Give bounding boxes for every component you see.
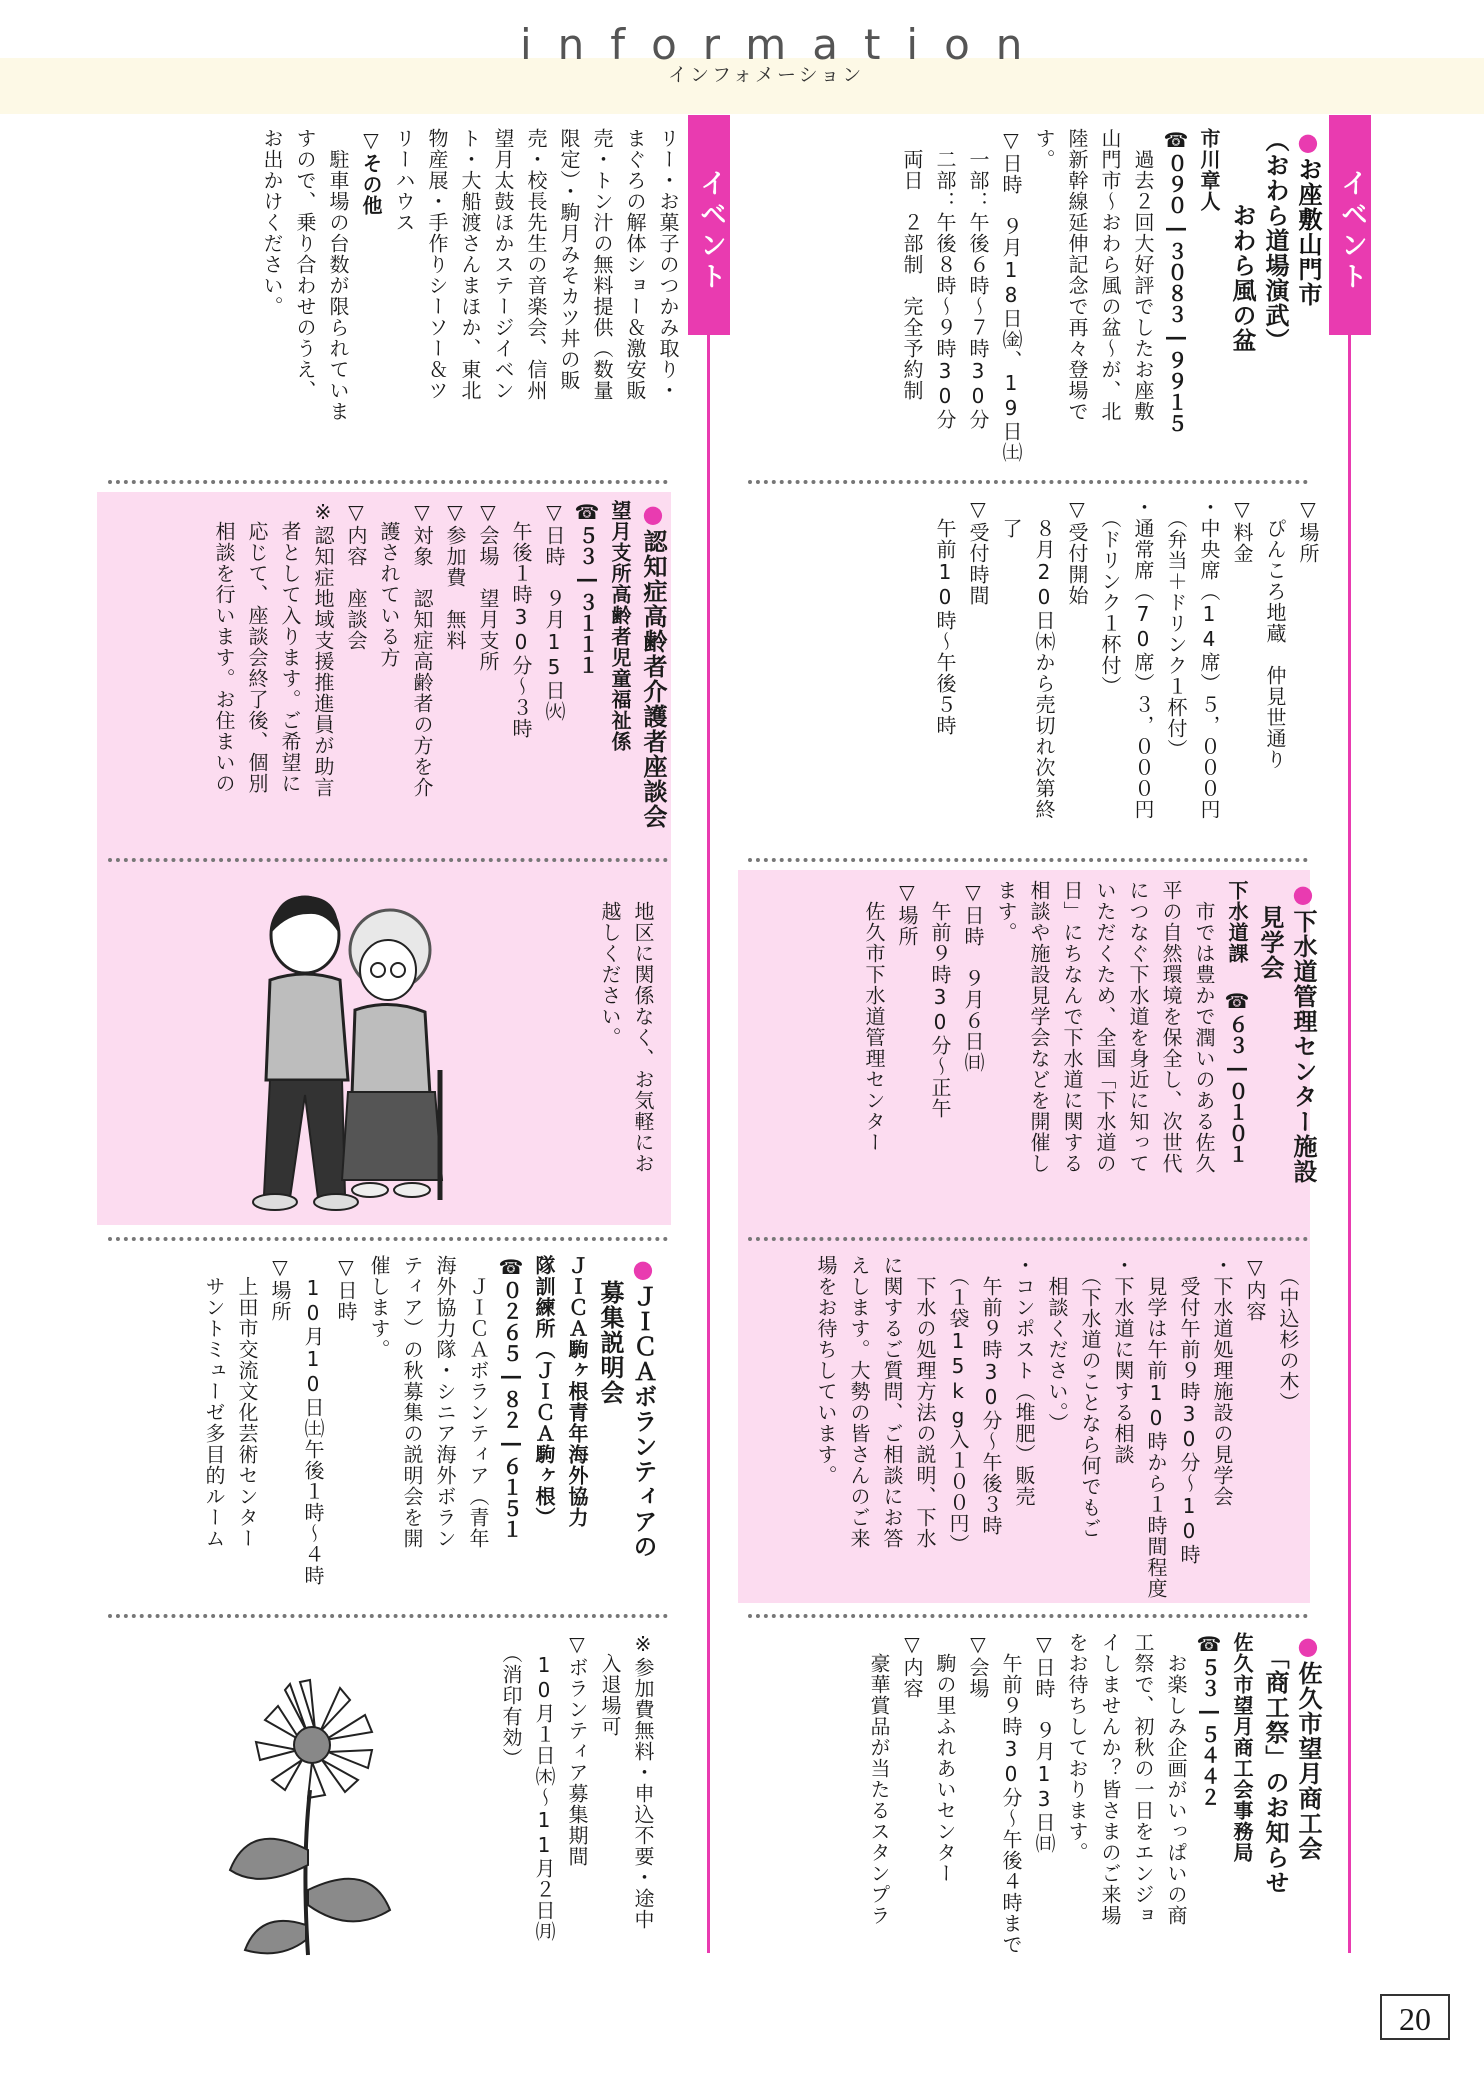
ninchisho-note: 越しください。 (598, 880, 622, 1048)
gesuido-content-line: ・コンポスト（堆肥）販売 (1012, 1255, 1036, 1507)
ozashiki-title (1291, 128, 1324, 473)
header-subtitle: インフォメーション (668, 64, 865, 86)
ozashiki-fee-line: （弁当＋ドリンク１杯付） (1164, 497, 1188, 760)
bullet-icon: ● (1289, 880, 1317, 909)
shokosai-content-line: ト・大船渡さんまほか、東北 (458, 128, 482, 401)
ozashiki-fee: ▽料金 (1230, 497, 1254, 564)
gesuido-title-2: 見学会 (1256, 880, 1284, 980)
gesuido-body: いただくため、全国「下水道の (1093, 880, 1117, 1174)
ozashiki-second (928, 497, 1324, 847)
ninchisho-date-line: 午後１時30分～３時 (509, 500, 533, 739)
ozashiki-body: 陸新幹線延伸記念で再々登場で (1065, 128, 1089, 422)
ozashiki-contact: 市川章人 (1197, 128, 1221, 212)
jica-contact-2: 隊訓練所（ＪＩＣＡ駒ヶ根） (532, 1255, 556, 1528)
bullet-icon: ● (639, 500, 667, 529)
gesuido-content-line: （下水道のことなら何でもご (1078, 1255, 1102, 1539)
title-text: お座敷山門市 (1294, 157, 1322, 307)
ninchisho-note: 応じて、座談会終了後、個別 (245, 500, 269, 794)
shokosai-place-line: 駒の里ふれあいセンター (933, 1632, 957, 1884)
ninchisho-target: ▽対象 認知症高齢者の方を介 (410, 500, 434, 798)
ozashiki-start-line: ８月20日㈭から売切れ次第終 (1032, 497, 1056, 820)
ninchisho-note: 者として入ります。ご希望に (278, 500, 302, 794)
separator (108, 1237, 668, 1241)
bullet-icon: ● (629, 1255, 657, 1284)
ozashiki-phone: ☎０９０―３０８３―９９１５ (1164, 128, 1188, 434)
jica-place-line: サントミューゼ多目的ルーム (202, 1255, 226, 1549)
ninchisho-phone: ☎５３―３１１１ (575, 500, 599, 676)
jica-note: ※参加費無料・申込不要・途中 (631, 1632, 655, 1930)
ninchisho-date: ▽日時 ９月15日㈫ (542, 500, 566, 722)
man-shoe (253, 1194, 297, 1210)
shokosai-continued (255, 128, 684, 473)
ozashiki-date-line: 二部：午後８時～９時30分 (933, 128, 957, 430)
ninchisho-content: ▽内容 座談会 (344, 500, 368, 651)
woman-face (360, 940, 416, 1000)
ozashiki-fee-line: （ドリンク１杯付） (1098, 497, 1122, 697)
gesuido-content-line: えします。大勢の皆さんのご来 (847, 1255, 871, 1549)
jica-title-2: 募集説明会 (596, 1255, 624, 1405)
gesuido-place-line: （中込杉の木） (1276, 1255, 1300, 1413)
ninchisho-second (207, 500, 669, 845)
ninchisho-fee: ▽参加費 無料 (443, 500, 467, 651)
jica-body: ＪＩＣＡボランティア（青年 (466, 1255, 490, 1549)
shokosai-body: をお待ちしております。 (1065, 1632, 1089, 1863)
gesuido-place: ▽場所 (895, 880, 919, 947)
ozashiki-time-line: 午前10時～午後５時 (933, 497, 957, 736)
ozashiki-body: す。 (1032, 128, 1056, 170)
elderly-couple-illustration (230, 880, 460, 1215)
ninchisho-contact: 望月支所高齢者児童福祉係 (608, 500, 632, 752)
gesuido-content-line: 相談ください。） (1045, 1255, 1069, 1434)
gesuido-title (1286, 880, 1319, 1230)
jica-period-line: 10月１日㈭～11月２日㈪ (532, 1632, 556, 1942)
shokosai-content-line: 豪華賞品が当たるスタンプラ (867, 1632, 891, 1926)
jica-fifth (494, 1632, 659, 1962)
shokosai-other-line: お出かけください。 (260, 128, 284, 317)
jica-note: 入退場可 (598, 1632, 622, 1737)
ninchisho-title (636, 500, 669, 845)
jica-date: ▽日時 (334, 1255, 358, 1322)
gesuido-body: 相談や施設見学会などを開催し (1027, 880, 1051, 1174)
gesuido-body: 平の自然環境を保全し、次世代 (1159, 880, 1183, 1174)
woman-skirt (342, 1092, 442, 1180)
ninchisho-place: ▽会場 望月支所 (476, 500, 500, 672)
shokosai-other-line: 駐車場の台数が限られていま (326, 128, 350, 422)
gesuido-content-line: ・下水道処理施設の見学会 (1210, 1255, 1234, 1507)
shokosai-title (1291, 1632, 1324, 1962)
gesuido-body: 日」にちなんで下水道に関する (1060, 880, 1084, 1174)
gesuido-fourth (809, 1255, 1304, 1600)
rule-middle (707, 335, 710, 1953)
shokosai-content-line: 物産展・手作りシーソー＆ツ (425, 128, 449, 401)
shokosai-body: お楽しみ企画がいっぱいの商 (1164, 1632, 1188, 1926)
chrysanthemum-illustration (190, 1660, 420, 1960)
gesuido-content-line: （１袋15kg入１００円） (946, 1255, 970, 1555)
shokosai-date-line: 午前９時30分～午後４時まで (999, 1632, 1023, 1955)
header-title: information (520, 20, 1049, 69)
shokosai-other: ▽その他 (359, 128, 383, 216)
gesuido-content-line: 受付午前９時30分～10時 (1177, 1255, 1201, 1565)
leaf (308, 1879, 390, 1922)
ozashiki-place-line: ぴんころ地蔵 仲見世通り (1263, 497, 1287, 770)
shokosai-body: イしませんか？皆さまのご来場 (1098, 1632, 1122, 1926)
shokosai-content: ▽内容 (900, 1632, 924, 1699)
ninchisho-note: 地区に関係なく、お気軽にお (631, 880, 655, 1174)
gesuido-third (857, 880, 1319, 1230)
shokosai-content-line: まぐろの解体ショー＆激安販 (623, 128, 647, 401)
jica-title (626, 1255, 659, 1600)
shokosai-content-line: リーハウス (392, 128, 416, 233)
ninchisho-target-line: 護されている方 (377, 500, 401, 668)
ninchisho-third (593, 880, 659, 1210)
separator (748, 1237, 1308, 1241)
page-number: 20 (1380, 1994, 1450, 2040)
jica-period-line: （消印有効） (499, 1632, 523, 1769)
gesuido-content-line: に関するご質問、ご相談にお答 (880, 1255, 904, 1549)
man-body (266, 974, 348, 1080)
flower-center (294, 1727, 330, 1763)
jica-date-line: 10月10日㈯午後１時～４時 (301, 1255, 325, 1586)
jica-body: 催します。 (367, 1255, 391, 1360)
ozashiki-date: ▽日時 ９月18日㈮、19日㈯ (999, 128, 1023, 463)
shokosai-title-2: 「商工祭」のお知らせ (1261, 1632, 1289, 1895)
jica-place-line: 上田市交流文化芸術センター (235, 1255, 259, 1549)
shokosai-contact: 佐久市望月商工会事務局 (1230, 1632, 1254, 1863)
shokosai-body: 工祭で、初秋の一日をエンジョ (1131, 1632, 1155, 1926)
woman-shoe (394, 1183, 430, 1197)
ozashiki-top (895, 128, 1324, 473)
man-shoe (314, 1194, 358, 1210)
jica-contact: ＪＩＣＡ駒ヶ根青年海外協力 (565, 1255, 589, 1528)
gesuido-content: ▽内容 (1243, 1255, 1267, 1322)
shokosai-content-line: リー・お菓子のつかみ取り・ (656, 128, 680, 401)
ozashiki-title-3: おわら風の盆 (1228, 128, 1256, 353)
rule-right (1348, 335, 1351, 1953)
shokosai-content-line: 売・トン汁の無料提供（数量 (590, 128, 614, 401)
bullet-icon: ● (1294, 128, 1322, 157)
ozashiki-fee-line: ・中央席（14席）５，０００円 (1197, 497, 1221, 820)
gesuido-content-line: 場をお待ちしています。 (814, 1255, 838, 1486)
gesuido-contact: 下水道課 ☎６３―０１０１ (1225, 880, 1249, 1165)
jica-phone: ☎０２６５―８２―６１５１ (499, 1255, 523, 1540)
separator (748, 1614, 1308, 1618)
leaf (245, 1921, 306, 1953)
tab-event-middle: イベント (688, 115, 730, 335)
separator (748, 858, 1308, 862)
gesuido-body: につなぐ下水道を身近に知って (1126, 880, 1150, 1174)
separator (108, 480, 668, 484)
ozashiki-fee-line: ・通常席（70席）３，０００円 (1131, 497, 1155, 820)
ozashiki-body: 山門市～おわら風の盆～が、北 (1098, 128, 1122, 422)
jica-place: ▽場所 (268, 1255, 292, 1322)
gesuido-date-line: 午前９時30分～正午 (928, 880, 952, 1119)
ozashiki-body: 過去２回大好評でしたお座敷 (1131, 128, 1155, 422)
leaf (230, 1839, 308, 1879)
separator (108, 1614, 668, 1618)
man-legs (264, 1080, 345, 1198)
ozashiki-date-line: 一部：午後６時～７時30分 (966, 128, 990, 430)
shokosai-other-line: すので、乗り合わせのうえ、 (293, 128, 317, 401)
gesuido-body: ます。 (994, 880, 1018, 943)
ozashiki-place: ▽場所 (1296, 497, 1320, 564)
ozashiki-time: ▽受付時間 (966, 497, 990, 606)
ozashiki-title-2: （おわら道場演武） (1261, 128, 1289, 353)
title-text: 佐久市望月商工会 (1294, 1661, 1322, 1861)
ninchisho-note: 相談を行います。お住まいの (212, 500, 236, 794)
jica-body: 海外協力隊・シニア海外ボラン (433, 1255, 457, 1549)
bullet-icon: ● (1294, 1632, 1322, 1661)
woman-body (352, 1004, 430, 1095)
woman-shoe (352, 1183, 388, 1197)
separator (748, 480, 1308, 484)
shokosai-date: ▽日時 ９月13日㈰ (1032, 1632, 1056, 1854)
jica-period: ▽ボランティア募集期間 (565, 1632, 589, 1867)
ozashiki-date-line: 両日 ２部制 完全予約制 (900, 128, 924, 401)
gesuido-date: ▽日時 ９月６日㈰ (961, 880, 985, 1073)
gesuido-content-line: 午前９時30分～午後３時 (979, 1255, 1003, 1536)
jica-fourth (197, 1255, 659, 1600)
title-text: ＪＩＣＡボランティアの (629, 1284, 657, 1559)
shokosai-content-line: 限定）・駒月みそカツ丼の販 (557, 128, 581, 391)
separator (108, 858, 668, 862)
shokosai-content-line: 望月太鼓ほかステージイベン (491, 128, 515, 401)
gesuido-place-line: 佐久市下水道管理センター (862, 880, 886, 1153)
title-text: 認知症高齢者介護者座談会 (639, 529, 667, 829)
gesuido-body: 市では豊かで潤いのある佐久 (1192, 880, 1216, 1174)
ozashiki-start-line: 了 (999, 497, 1023, 539)
gesuido-content-line: 見学は午前10時から１時間程度 (1144, 1255, 1168, 1599)
gesuido-content-line: ・下水道に関する相談 (1111, 1255, 1135, 1465)
ninchisho-note: ※認知症地域支援推進員が助言 (311, 500, 335, 798)
shokosai-fifth (862, 1632, 1324, 1962)
title-text: 下水道管理センター施設 (1289, 909, 1317, 1184)
shokosai-phone: ☎５３―５４４２ (1197, 1632, 1221, 1808)
tab-event-right: イベント (1329, 115, 1371, 335)
ozashiki-start: ▽受付開始 (1065, 497, 1089, 606)
gesuido-content-line: 下水の処理方法の説明、下水 (913, 1255, 937, 1549)
jica-body: ティア）の秋募集の説明会を開 (400, 1255, 424, 1549)
shokosai-content-line: 売・校長先生の音楽会、信州 (524, 128, 548, 401)
shokosai-place: ▽会場 (966, 1632, 990, 1699)
